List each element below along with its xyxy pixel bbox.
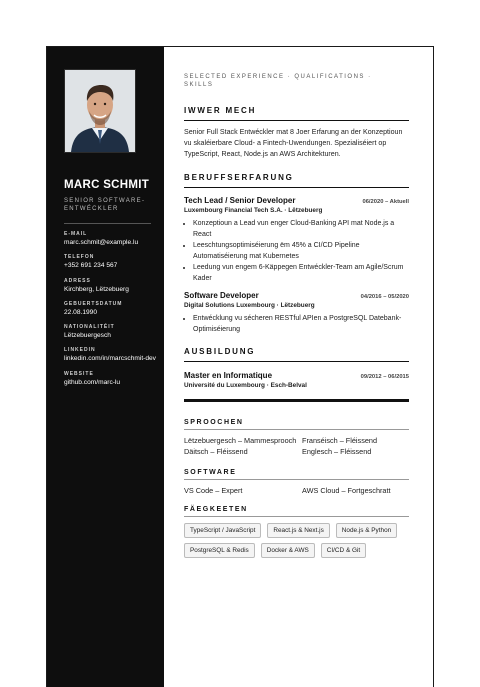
language-item: Däitsch – Fléissend bbox=[184, 447, 248, 456]
job-date: 06/2020 – Aktuell bbox=[362, 199, 409, 205]
contact-website bbox=[64, 371, 164, 387]
contact-label: ADRESS bbox=[64, 277, 91, 284]
job-bullets bbox=[184, 218, 409, 284]
email-link[interactable]: marc.schmit@example.lu bbox=[64, 239, 139, 246]
job-organization: Digital Solutions Luxembourg · Lëtzebuerg bbox=[184, 302, 315, 309]
education-section bbox=[184, 347, 409, 402]
experience-section bbox=[184, 173, 409, 335]
phone-value: +352 691 234 567 bbox=[64, 262, 118, 270]
job-title: Tech Lead / Senior Developer bbox=[184, 196, 296, 205]
section-title: BERUFFSERFARUNG bbox=[184, 173, 409, 188]
bullet-item: • Leeschtungsoptimiséierung ëm 45% a CI/CD Pipeline Automatiséierung mat Kubernetes bbox=[193, 240, 409, 262]
software-grid bbox=[184, 485, 409, 497]
contact-label: WEBSITE bbox=[64, 370, 94, 377]
profile-section bbox=[184, 106, 409, 160]
skill-tags bbox=[184, 523, 412, 558]
section-title: IWWER MECH bbox=[184, 106, 409, 121]
section-title: SPROOCHEN bbox=[184, 419, 409, 430]
education-header bbox=[184, 371, 409, 380]
website-link[interactable]: github.com/marc-lu bbox=[64, 378, 121, 386]
skill-tag: Node.js & Python bbox=[336, 523, 397, 538]
contact-address bbox=[64, 278, 164, 294]
main-content bbox=[184, 47, 433, 687]
language-item: Lëtzebuergesch – Mammesprooch bbox=[184, 435, 297, 445]
job-header bbox=[184, 291, 409, 300]
bullet-item: • Leedung vun engem 6-Käppegen Entwéckler-Team am Agile/Scrum Kader bbox=[193, 262, 409, 284]
address-value: Kirchberg, Lëtzebuerg bbox=[64, 285, 129, 293]
contact-phone bbox=[64, 254, 164, 270]
bullet-item: • Konzeptioun a Lead vun enger Cloud-Banking API mat Node.js a React bbox=[193, 218, 409, 240]
cv-page bbox=[47, 47, 433, 687]
skill-tag: PostgreSQL & Redis bbox=[184, 543, 255, 558]
section-title: FÄEGKEETEN bbox=[184, 506, 409, 517]
software-section bbox=[184, 469, 409, 497]
candidate-role: SENIOR SOFTWARE-ENTWÉCKLER bbox=[64, 198, 146, 212]
school-name: Université du Luxembourg · Esch-Belval bbox=[184, 382, 307, 389]
job-bullets bbox=[184, 313, 409, 335]
linkedin-link[interactable]: linkedin.com/in/marcschmit-dev bbox=[64, 355, 156, 363]
section-divider bbox=[184, 399, 409, 402]
job-entry bbox=[184, 291, 409, 335]
profile-text: Senior Full Stack Entwéckler mat 8 Joer Erfarung an der Konzeptioun vu skaléierbare Cloud- a Fintech-Uwendungen. Spezialiséiert op TypeScript, React, Node.js an AWS Architekturen. bbox=[184, 128, 403, 158]
bullet-item: • Entwécklung vu sécheren RESTful APIen a PostgreSQL Datebank-Optimiséierung bbox=[193, 313, 409, 335]
contact-label: E-MAIL bbox=[64, 231, 88, 237]
birthdate-value: 22.08.1990 bbox=[64, 308, 98, 316]
job-entry bbox=[184, 196, 409, 284]
language-item: Franséisch – Fléissend bbox=[302, 435, 378, 445]
profile-photo bbox=[64, 69, 136, 153]
section-nav: SELECTED EXPERIENCE · QUALIFICATIONS · SKILLS bbox=[184, 74, 372, 88]
language-item: Englesch – Fléissend bbox=[302, 447, 372, 456]
sidebar-divider bbox=[64, 223, 151, 224]
degree-title: Master en Informatique bbox=[184, 371, 273, 380]
job-title: Software Developer bbox=[184, 291, 259, 300]
languages-grid bbox=[184, 435, 409, 458]
contact-label: NATIONALITÉIT bbox=[64, 324, 115, 331]
contact-list bbox=[64, 231, 164, 387]
software-item: AWS Cloud – Fortgeschratt bbox=[302, 485, 391, 495]
section-title: AUSBILDUNG bbox=[184, 347, 409, 362]
contact-birthdate bbox=[64, 301, 164, 317]
contact-nationality bbox=[64, 324, 164, 340]
skill-tag: TypeScript / JavaScript bbox=[184, 523, 261, 538]
contact-label: LINKEDIN bbox=[64, 347, 96, 354]
software-item: VS Code – Expert bbox=[184, 485, 243, 495]
sidebar bbox=[47, 47, 164, 687]
contact-email bbox=[64, 231, 164, 247]
candidate-name: MARC SCHMIT bbox=[64, 179, 150, 191]
contact-label: GEBUERTSDATUM bbox=[64, 300, 123, 307]
education-date: 09/2012 – 06/2015 bbox=[360, 374, 409, 380]
skill-tag: React.js & Next.js bbox=[267, 523, 329, 538]
contact-linkedin bbox=[64, 347, 164, 363]
contact-label: TELEFON bbox=[64, 254, 95, 261]
skill-tag: CI/CD & Git bbox=[321, 543, 366, 558]
job-date: 04/2016 – 05/2020 bbox=[360, 294, 409, 300]
job-organization: Luxembourg Financial Tech S.A. · Lëtzebuerg bbox=[184, 207, 323, 214]
job-header bbox=[184, 196, 409, 205]
languages-section bbox=[184, 419, 409, 458]
nationality-value: Lëtzebuergesch bbox=[64, 332, 111, 340]
section-title: SOFTWARE bbox=[184, 469, 409, 480]
skills-section bbox=[184, 506, 409, 558]
skill-tag: Docker & AWS bbox=[261, 543, 315, 558]
